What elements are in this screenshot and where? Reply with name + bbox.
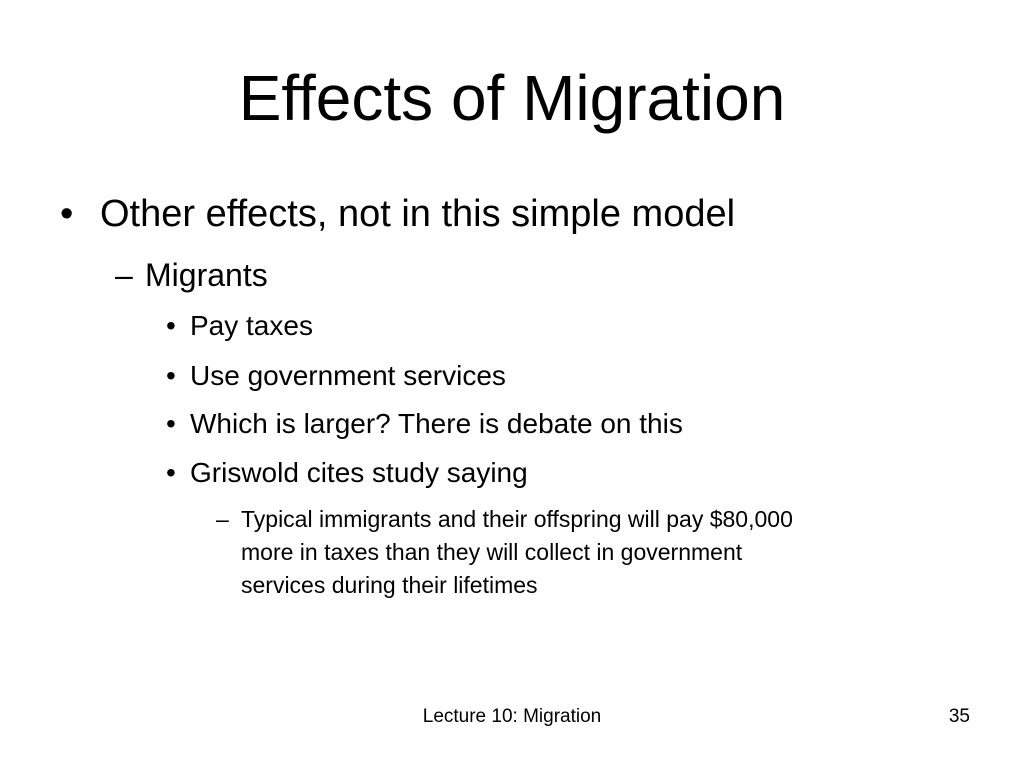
bullet-marker: • xyxy=(60,193,74,235)
page-number: 35 xyxy=(948,706,970,727)
dash-marker: – xyxy=(216,506,229,532)
bullet-level3-item: Griswold cites study saying xyxy=(190,457,528,488)
dash-marker: – xyxy=(115,257,133,293)
bullet-marker: • xyxy=(166,310,176,341)
bullet-level1: Other effects, not in this simple model xyxy=(100,193,736,235)
bullet-level2: Migrants xyxy=(145,257,268,293)
bullet-marker: • xyxy=(166,457,176,488)
bullet-level3-item: Pay taxes xyxy=(190,310,313,341)
slide-title: Effects of Migration xyxy=(238,62,786,134)
footer-text: Lecture 10: Migration xyxy=(422,706,602,727)
bullet-level4-line: Typical immigrants and their offspring will pay $80,000 xyxy=(241,506,793,532)
bullet-marker: • xyxy=(166,360,176,391)
bullet-level3-item: Which is larger? There is debate on this xyxy=(190,408,683,439)
bullet-marker: • xyxy=(166,408,176,439)
bullet-level3-item: Use government services xyxy=(190,360,506,391)
bullet-level4-line: more in taxes than they will collect in government xyxy=(241,539,743,565)
bullet-level4-line: services during their lifetimes xyxy=(241,572,538,598)
